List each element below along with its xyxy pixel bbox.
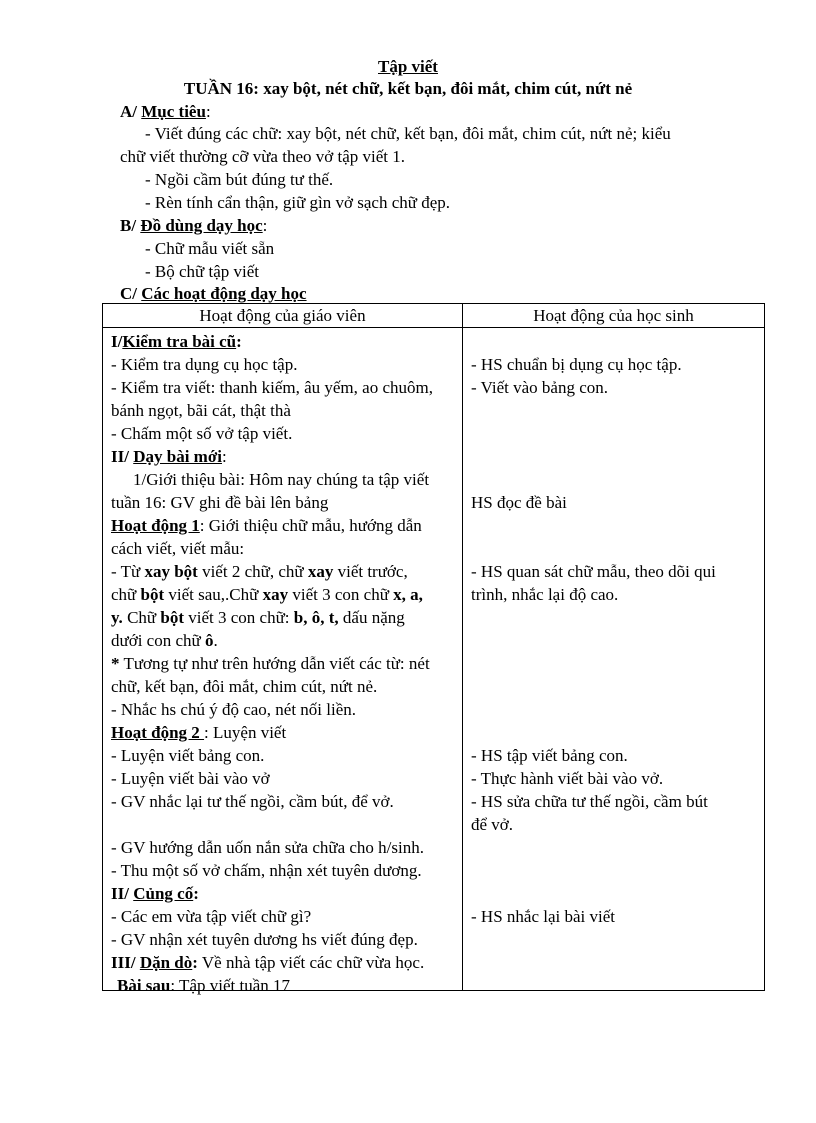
objectives-heading: A/ Mục tiêu:: [120, 102, 211, 121]
teacher-line: - GV nhắc lại tư thế ngồi, cầm bút, để vở.: [111, 792, 394, 811]
activity-1-heading: Hoạt động 1: Giới thiệu chữ mẫu, hướng dẫn: [111, 516, 422, 535]
teacher-line: - Luyện viết bài vào vở: [111, 769, 270, 788]
homework-line: III/ Dặn dò: Về nhà tập viết các chữ vừa học.: [111, 953, 425, 972]
page-subtitle: TUẦN 16: xay bột, nét chữ, kết bạn, đôi mắt, chim cút, nứt nẻ: [183, 79, 633, 98]
student-line: HS đọc đề bài: [471, 493, 567, 512]
teacher-line: dưới con chữ ô.: [111, 631, 218, 650]
table-body-row: [103, 328, 765, 991]
teacher-line: - Kiểm tra viết: thanh kiếm, âu yếm, ao chuôm,: [111, 378, 433, 397]
activity-2-heading: Hoạt động 2 : Luyện viết: [111, 723, 287, 742]
teacher-line: chữ bột viết sau,.Chữ xay viết 3 con chữ x, a,: [111, 585, 423, 604]
student-line: - HS quan sát chữ mẫu, theo dõi qui: [471, 562, 716, 581]
materials-heading: B/ Đồ dùng dạy học:: [120, 216, 268, 235]
activities-heading: C/ Các hoạt động dạy học: [120, 284, 307, 303]
teacher-line: bánh ngọt, bãi cát, thật thà: [111, 401, 291, 420]
teacher-line: * Tương tự như trên hướng dẫn viết các từ: nét: [111, 654, 430, 673]
student-line: - Thực hành viết bài vào vở.: [471, 769, 664, 788]
teacher-line: - Kiểm tra dụng cụ học tập.: [111, 355, 298, 374]
teacher-line: - GV nhận xét tuyên dương hs viết đúng đẹp.: [111, 930, 418, 949]
review-heading: I/Kiểm tra bài cũ:: [111, 332, 242, 351]
teacher-line: - Thu một số vở chấm, nhận xét tuyên dương.: [111, 861, 422, 880]
student-column-header: Hoạt động của học sinh: [463, 304, 765, 328]
table-header-row: [103, 304, 765, 328]
teacher-line: - Các em vừa tập viết chữ gì?: [111, 907, 312, 926]
activities-table: [102, 303, 765, 995]
student-line: - HS tập viết bảng con.: [471, 746, 628, 765]
teacher-line: chữ, kết bạn, đôi mắt, chim cút, nứt nẻ.: [111, 677, 378, 696]
objective-line: - Viết đúng các chữ: xay bột, nét chữ, kết bạn, đôi mắt, chim cút, nứt nẻ; kiểu: [145, 124, 671, 143]
materials-item: - Bộ chữ tập viết: [145, 262, 260, 281]
teacher-line: - GV hướng dẫn uốn nắn sửa chữa cho h/sinh.: [111, 838, 424, 857]
new-lesson-heading: II/ Dạy bài mới:: [111, 447, 227, 466]
page-title: Tập viết: [378, 57, 438, 76]
teacher-activities-cell: [103, 328, 463, 995]
teacher-line: - Chấm một số vở tập viết.: [111, 424, 293, 443]
student-line: - HS sửa chữa tư thế ngồi, cầm bút: [471, 792, 708, 811]
teacher-column-header: Hoạt động của giáo viên: [103, 304, 463, 328]
teacher-line: - Luyện viết bảng con.: [111, 746, 265, 765]
consolidation-heading: II/ Củng cố:: [111, 884, 199, 903]
teacher-line: - Nhắc hs chú ý độ cao, nét nối liền.: [111, 700, 357, 719]
student-line: - HS nhắc lại bài viết: [471, 907, 615, 926]
objective-line: - Ngồi cầm bút đúng tư thế.: [145, 170, 334, 189]
teacher-line: tuần 16: GV ghi đề bài lên bảng: [111, 493, 329, 512]
student-line: - Viết vào bảng con.: [471, 378, 608, 397]
teacher-line: y. Chữ bột viết 3 con chữ: b, ô, t, dấu nặng: [111, 608, 405, 627]
student-line: trình, nhắc lại độ cao.: [471, 585, 619, 604]
materials-item: - Chữ mẫu viết sẵn: [145, 239, 275, 258]
teacher-line: cách viết, viết mẫu:: [111, 539, 245, 558]
student-line: để vở.: [471, 815, 514, 834]
student-line: - HS chuẩn bị dụng cụ học tập.: [471, 355, 682, 374]
student-activities-cell: [463, 328, 765, 991]
teacher-line: - Từ xay bột viết 2 chữ, chữ xay viết trước,: [111, 562, 408, 581]
objective-line: - Rèn tính cẩn thận, giữ gìn vở sạch chữ đẹp.: [145, 193, 451, 212]
teacher-line: 1/Giới thiệu bài: Hôm nay chúng ta tập viết: [133, 470, 430, 489]
next-lesson-line: Bài sau: Tập viết tuần 17: [117, 976, 290, 995]
objective-line: chữ viết thường cỡ vừa theo vở tập viết 1.: [120, 147, 405, 166]
